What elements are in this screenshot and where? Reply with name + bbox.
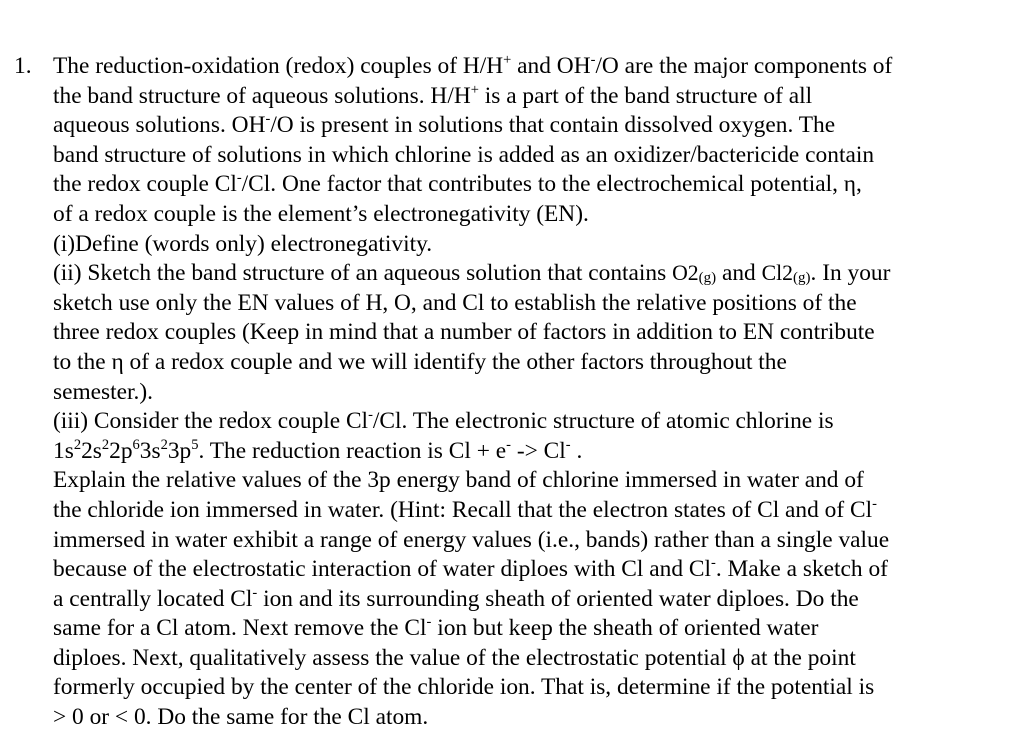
text-line xyxy=(53,141,1018,171)
superscript: 2 xyxy=(101,436,110,453)
text-run: same for a Cl atom. Next remove the Cl xyxy=(53,615,427,642)
text-run: Explain the relative values of the 3p energy band of chlorine immersed in water and of xyxy=(53,467,864,494)
text-run: formerly occupied by the center of the chloride ion. That is, determine if the potential is xyxy=(53,674,875,701)
question-text xyxy=(53,52,1018,733)
text-line xyxy=(53,673,1018,703)
text-run: three redox couples (Keep in mind that a number of factors in addition to EN contribute xyxy=(53,319,875,346)
text-run: the band structure of aqueous solutions. H/H xyxy=(53,82,471,109)
text-run: > 0 or < 0. Do the same for the Cl atom. xyxy=(53,704,429,731)
chemical-formula: Cl2 xyxy=(761,261,794,286)
text-run: . Make a sketch of xyxy=(715,556,888,583)
text-run: (iii) Consider the redox couple Cl xyxy=(53,408,369,435)
text-run: band structure of solutions in which chlorine is added as an oxidizer/bactericide contain xyxy=(53,141,875,168)
superscript: - xyxy=(565,436,571,453)
text-run: ion and its surrounding sheath of oriented water diploes. Do the xyxy=(257,585,859,612)
text-run: (i)Define (words only) electronegativity. xyxy=(53,230,433,257)
text-run: 3p xyxy=(167,437,192,464)
text-line xyxy=(53,348,1018,378)
text-line xyxy=(53,526,1018,556)
text-run: aqueous solutions. OH xyxy=(53,112,266,139)
text-run: of a redox couple is the element’s electronegativity (EN). xyxy=(53,200,589,227)
superscript: 6 xyxy=(132,436,140,453)
text-line xyxy=(53,378,1018,408)
text-run: . The reduction reaction is Cl + e xyxy=(198,437,507,464)
text-run: the redox couple Cl xyxy=(53,171,237,198)
text-line xyxy=(53,318,1018,348)
text-line xyxy=(53,437,1018,467)
superscript: - xyxy=(872,495,877,512)
superscript: + xyxy=(503,52,512,69)
text-line xyxy=(53,52,1018,82)
text-run: (ii) Sketch the band structure of an aqueous solution that contains xyxy=(53,260,673,287)
text-line xyxy=(53,289,1018,319)
text-line xyxy=(53,170,1018,200)
text-line xyxy=(53,111,1018,141)
text-run: /O is present in solutions that contain dissolved oxygen. The xyxy=(270,112,836,139)
question-number: 1. xyxy=(14,53,32,79)
text-line xyxy=(53,407,1018,437)
text-run: 3s xyxy=(139,437,161,464)
text-line xyxy=(53,614,1018,644)
superscript: 2 xyxy=(73,436,82,453)
subscript: (g) xyxy=(793,270,811,287)
text-run: /Cl. The electronic structure of atomic chlorine is xyxy=(372,408,834,435)
superscript: - xyxy=(590,52,596,69)
superscript: 2 xyxy=(160,436,168,453)
text-line xyxy=(53,703,1018,733)
text-line xyxy=(53,585,1018,615)
text-run: the chloride ion immersed in water. (Hint: Recall that the electron states of Cl and of Cl xyxy=(53,496,873,523)
text-run: ion but keep the sheath of oriented water xyxy=(431,615,819,642)
subscript: (g) xyxy=(698,270,717,287)
text-line xyxy=(53,259,1018,289)
text-run: because of the electrostatic interaction of water diploes with Cl and Cl xyxy=(53,556,711,583)
text-line xyxy=(53,230,1018,260)
superscript: 5 xyxy=(191,436,199,453)
superscript: - xyxy=(236,170,242,187)
text-run: -> Cl xyxy=(510,437,566,464)
text-run: 2p xyxy=(109,437,133,464)
superscript: + xyxy=(470,81,479,98)
superscript: - xyxy=(710,555,716,572)
text-run: and OH xyxy=(511,53,591,79)
text-run: 1s xyxy=(53,437,74,464)
text-run: semester.). xyxy=(53,378,154,405)
text-run: immersed in water exhibit a range of energy values (i.e., bands) rather than a single value xyxy=(53,526,890,553)
text-run: sketch use only the EN values of H, O, and Cl to establish the relative positions of the xyxy=(53,289,857,316)
superscript: - xyxy=(506,436,511,453)
text-run: The reduction-oxidation (redox) couples of H/H xyxy=(53,53,504,79)
text-run: to the η of a redox couple and we will identify the other factors throughout the xyxy=(53,348,787,375)
text-line xyxy=(53,496,1018,526)
text-run: /O are the major components of xyxy=(595,53,893,79)
chemical-formula: O2 xyxy=(672,261,699,286)
text-run: . In your xyxy=(810,260,891,287)
superscript: - xyxy=(252,584,258,601)
text-run: a centrally located Cl xyxy=(53,585,253,612)
text-line xyxy=(53,82,1018,112)
text-line xyxy=(53,200,1018,230)
text-run: /Cl. One factor that contributes to the electrochemical potential, η, xyxy=(241,171,862,198)
text-run: diploes. Next, qualitatively assess the value of the electrostatic potential ϕ at the point xyxy=(53,644,856,671)
text-run: and xyxy=(716,260,762,287)
superscript: - xyxy=(265,111,271,128)
text-line xyxy=(53,466,1018,496)
superscript: - xyxy=(368,407,373,424)
text-run: 2s xyxy=(81,437,102,464)
superscript: - xyxy=(426,614,432,631)
text-line xyxy=(53,644,1018,674)
text-line xyxy=(53,555,1018,585)
text-run: is a part of the band structure of all xyxy=(478,82,813,109)
text-run: . xyxy=(570,437,583,464)
